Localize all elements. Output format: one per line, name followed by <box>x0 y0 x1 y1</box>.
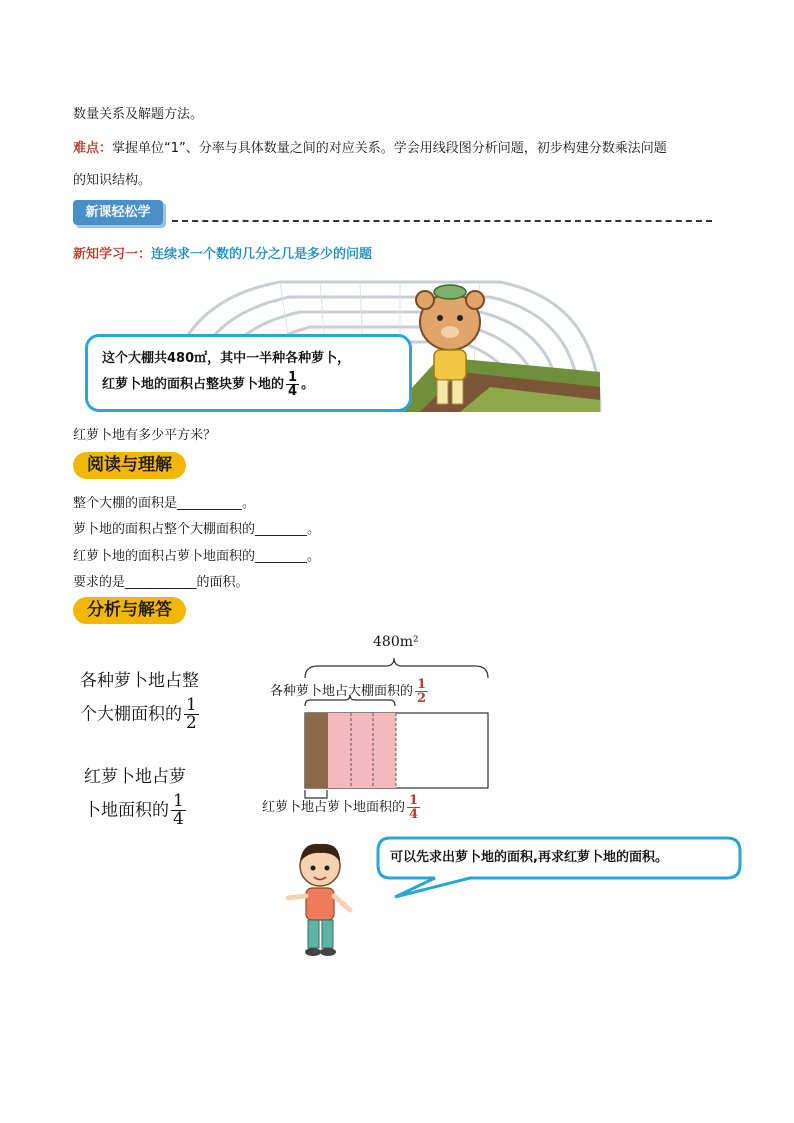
read-line-2: 萝卜地的面积占整个大棚面积的________。 <box>73 522 321 537</box>
difficulty-line-2: 的知识结构。 <box>73 173 152 188</box>
quarter-fraction-left: $\frac{1}{4}$ <box>173 791 184 829</box>
quarter-fraction: $\frac{1}{4}$ <box>288 370 298 399</box>
half-fraction-red: $\frac{1}{2}$ <box>417 677 427 706</box>
half-fraction: $\frac{1}{2}$ <box>186 695 197 733</box>
question-text: 红萝卜地有多少平方米？ <box>73 428 217 443</box>
boy-character-icon <box>278 840 358 960</box>
half-label: 各种萝卜地占大棚面积的 $\frac{1}{2}$ <box>270 677 427 706</box>
scene-speech-bubble <box>85 334 412 412</box>
left-note-2: 红萝卜地占萝 卜地面积的 $\frac{1}{4}$ <box>84 767 186 829</box>
read-line-1: 整个大棚的面积是__________。 <box>73 496 256 511</box>
scene-bubble-text: 红萝卜地的面积占整块萝卜地的 <box>102 377 285 392</box>
analysis-section-tag: 分析与解答 <box>73 597 186 624</box>
total-area-label: 480m² <box>373 634 419 650</box>
read-section-tag: 阅读与理解 <box>73 452 186 479</box>
section-divider <box>172 220 712 222</box>
difficulty-text: 掌握单位“1”、分率与具体数量之间的对应关系。学会用线段图分析问题，初步构建分数乘法问题 <box>112 141 667 156</box>
topic-heading <box>73 243 372 262</box>
section-tag: 新课轻松学 <box>73 200 163 225</box>
quarter-fraction-red: $\frac{1}{4}$ <box>409 793 419 822</box>
scene-bubble-line-1: 这个大棚共480㎡，其中一半种各种萝卜， <box>102 351 351 366</box>
topic-label: 新知学习一： <box>73 247 152 262</box>
red-radish-segment <box>305 713 328 788</box>
read-line-4: 要求的是___________的面积。 <box>73 575 249 590</box>
intro-line: 数量关系及解题方法。 <box>73 107 204 122</box>
left-note-1: 各种萝卜地占整 个大棚面积的 $\frac{1}{2}$ <box>80 671 199 733</box>
boy-bubble-text: 可以先求出萝卜地的面积,再求红萝卜地的面积。 <box>390 850 668 865</box>
read-line-3: 红萝卜地的面积占萝卜地面积的________。 <box>73 549 321 564</box>
radish-segment <box>328 713 396 788</box>
scene-bubble-line-2: 红萝卜地的面积占整块萝卜地的 $\frac{1}{4}$ 。 <box>102 370 315 399</box>
quarter-label: 红萝卜地占萝卜地面积的 $\frac{1}{4}$ <box>262 793 419 822</box>
difficulty-label: 难点： <box>73 141 113 156</box>
topic-title: 连续求一个数的几分之几是多少的问题 <box>151 247 373 262</box>
difficulty-line-1 <box>73 137 667 156</box>
total-brace <box>305 658 488 678</box>
